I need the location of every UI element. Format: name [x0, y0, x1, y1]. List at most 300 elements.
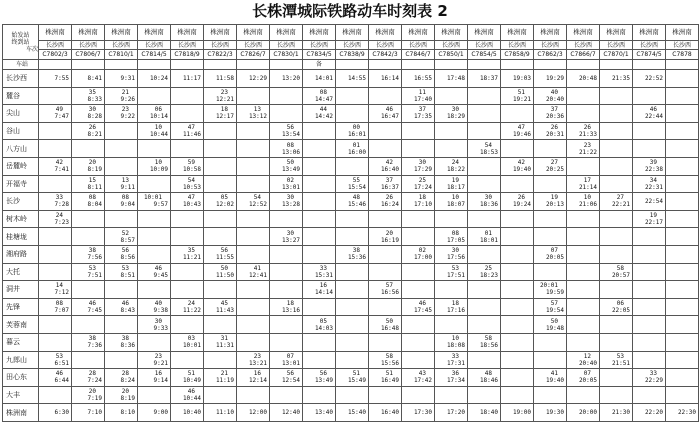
time-cell: [435, 369, 468, 387]
departure-time: 18:36: [479, 201, 498, 209]
arrival-time: 20: [88, 387, 96, 395]
time-cell: [501, 369, 534, 387]
arrival-time: 30: [418, 159, 426, 167]
arrival-time: 30: [451, 106, 459, 114]
time-cell: [402, 70, 435, 88]
arrival-time: 35: [187, 247, 195, 255]
origin-station-cell: 株洲南: [435, 25, 468, 41]
time-cell: [402, 87, 435, 105]
arrival-time: 08: [121, 194, 129, 202]
departure-time: 7:36: [87, 342, 102, 350]
time-cell: [171, 193, 204, 211]
terminal-station-cell: 长沙西: [567, 41, 600, 50]
station-row: [3, 351, 699, 369]
time-cell: [468, 333, 501, 351]
arrival-time: 46: [385, 106, 393, 114]
station-name: 开福寺: [3, 175, 39, 193]
time-cell: [435, 263, 468, 281]
time-cell: [237, 228, 270, 246]
time-cell: [633, 333, 666, 351]
time-cell: [336, 316, 369, 334]
departure-time: 7:47: [54, 113, 69, 121]
station-row: [3, 386, 699, 404]
arrival-time: 25: [484, 264, 492, 272]
arrival-time: 24: [187, 300, 195, 308]
time-cell: [600, 404, 633, 422]
time-cell: [600, 228, 633, 246]
departure-time: 13:01: [281, 183, 300, 191]
departure-time: 19:54: [545, 307, 564, 315]
station-name: 长沙: [3, 193, 39, 211]
time-cell: [303, 175, 336, 193]
departure-time: 6:30: [54, 409, 69, 417]
departure-time: 20:57: [611, 271, 630, 279]
time-cell: [270, 281, 303, 299]
time-cell: [534, 263, 567, 281]
time-cell: [72, 210, 105, 228]
origin-station-cell: 株洲南: [171, 25, 204, 41]
time-cell: [138, 157, 171, 175]
arrival-time: 16: [319, 282, 327, 290]
arrival-time: 18: [286, 300, 294, 308]
time-cell: [336, 210, 369, 228]
arrival-time: 46: [418, 300, 426, 308]
note-cell: 备: [303, 60, 336, 70]
time-cell: [39, 369, 72, 387]
time-cell: [204, 122, 237, 140]
arrival-time: 49: [55, 106, 63, 114]
time-cell: [666, 333, 699, 351]
arrival-time: 55: [352, 176, 360, 184]
departure-time: 10:53: [182, 183, 201, 191]
time-cell: [336, 333, 369, 351]
arrival-time: 23: [253, 352, 261, 360]
departure-time: 7:45: [87, 307, 102, 315]
time-cell: [468, 105, 501, 123]
time-cell: [303, 70, 336, 88]
time-cell: [72, 193, 105, 211]
time-cell: [105, 210, 138, 228]
time-cell: [303, 316, 336, 334]
time-cell: [105, 175, 138, 193]
terminal-station-cell: 长沙西: [138, 41, 171, 50]
time-cell: [237, 263, 270, 281]
departure-time: 18:40: [479, 409, 498, 417]
time-cell: [534, 369, 567, 387]
departure-time: 13:49: [314, 377, 333, 385]
time-cell: [369, 105, 402, 123]
departure-time: 10:14: [149, 113, 168, 121]
station-name: 暮云: [3, 333, 39, 351]
arrival-time: 51: [517, 88, 525, 96]
time-cell: [336, 386, 369, 404]
station-name: 桂塘垅: [3, 228, 39, 246]
time-cell: [600, 263, 633, 281]
time-cell: [171, 263, 204, 281]
time-cell: [369, 281, 402, 299]
station-name: 湘府路: [3, 245, 39, 263]
departure-time: 20:25: [545, 166, 564, 174]
time-cell: [501, 210, 534, 228]
time-cell: [666, 404, 699, 422]
arrival-time: 08: [55, 300, 63, 308]
departure-time: 19:48: [545, 324, 564, 332]
arrival-time: 56: [286, 370, 294, 378]
departure-time: 16:40: [380, 409, 399, 417]
time-cell: [600, 386, 633, 404]
departure-time: 21:35: [611, 74, 630, 82]
departure-time: 15:36: [347, 254, 366, 262]
note-cell: [237, 60, 270, 70]
departure-time: 13:54: [281, 131, 300, 139]
time-cell: [501, 228, 534, 246]
time-cell: [138, 245, 171, 263]
time-cell: [435, 210, 468, 228]
origin-station-cell: 株洲南: [534, 25, 567, 41]
time-cell: [534, 105, 567, 123]
arrival-time: 10: [154, 159, 162, 167]
time-cell: [237, 122, 270, 140]
time-cell: [72, 333, 105, 351]
corner-cell: [3, 25, 39, 60]
time-cell: [237, 210, 270, 228]
time-cell: [39, 193, 72, 211]
arrival-time: 53: [55, 352, 63, 360]
time-cell: [567, 245, 600, 263]
departure-time: 22:44: [644, 113, 663, 121]
time-cell: [303, 140, 336, 158]
time-cell: [633, 263, 666, 281]
time-cell: [303, 193, 336, 211]
time-cell: [138, 369, 171, 387]
departure-time: 12:14: [248, 377, 267, 385]
departure-time: 7:28: [54, 201, 69, 209]
departure-time: 14:01: [314, 74, 333, 82]
train-number-cell: C7862/3: [534, 50, 567, 60]
time-cell: [600, 245, 633, 263]
arrival-time: 10: [583, 194, 591, 202]
time-cell: [369, 404, 402, 422]
time-cell: [138, 351, 171, 369]
departure-time: 19:29: [545, 74, 564, 82]
time-cell: [567, 87, 600, 105]
time-cell: [39, 333, 72, 351]
arrival-time: 21: [121, 88, 129, 96]
departure-time: 22:38: [644, 166, 663, 174]
arrival-time: 08: [451, 229, 459, 237]
origin-station-cell: 株洲南: [204, 25, 237, 41]
departure-time: 21:06: [578, 201, 597, 209]
time-cell: [72, 228, 105, 246]
time-cell: [105, 333, 138, 351]
time-cell: [435, 281, 468, 299]
time-cell: [303, 87, 336, 105]
station-name: 树木岭: [3, 210, 39, 228]
arrival-time: 57: [385, 282, 393, 290]
time-cell: [105, 298, 138, 316]
train-number-cell: C7866/7: [567, 50, 600, 60]
arrival-time: 00: [352, 124, 360, 132]
time-cell: [666, 105, 699, 123]
arrival-time: 24: [55, 212, 63, 220]
departure-time: 22:21: [611, 201, 630, 209]
time-cell: [633, 245, 666, 263]
departure-time: 14:55: [347, 74, 366, 82]
arrival-time: 46: [649, 106, 657, 114]
time-cell: [633, 210, 666, 228]
time-cell: [204, 281, 237, 299]
departure-time: 13:12: [248, 113, 267, 121]
departure-time: 16:40: [380, 166, 399, 174]
time-cell: [567, 193, 600, 211]
time-cell: [204, 175, 237, 193]
time-cell: [534, 386, 567, 404]
train-number-cell: C7834/5: [303, 50, 336, 60]
arrival-time: 54: [484, 141, 492, 149]
time-cell: [369, 210, 402, 228]
time-cell: [633, 70, 666, 88]
time-cell: [666, 193, 699, 211]
arrival-time: 28: [88, 370, 96, 378]
departure-time: 12:41: [248, 271, 267, 279]
time-cell: [501, 105, 534, 123]
corner-train-label: 车次: [25, 45, 38, 53]
departure-time: 9:11: [120, 183, 135, 191]
arrival-time: 25: [418, 176, 426, 184]
time-cell: [204, 105, 237, 123]
station-name: 洞井: [3, 281, 39, 299]
train-number-cell: C7842/3: [369, 50, 402, 60]
note-cell: [171, 60, 204, 70]
arrival-time: 56: [220, 247, 228, 255]
time-cell: [270, 105, 303, 123]
station-row: [3, 210, 699, 228]
time-cell: [369, 298, 402, 316]
departure-time: 22:52: [644, 74, 663, 82]
time-cell: [534, 175, 567, 193]
time-cell: [105, 122, 138, 140]
time-cell: [270, 193, 303, 211]
time-cell: [567, 298, 600, 316]
time-cell: [666, 298, 699, 316]
corner-terminal-label: 终到站: [11, 38, 30, 46]
time-cell: [39, 351, 72, 369]
arrival-time: 54: [253, 194, 261, 202]
time-cell: [501, 140, 534, 158]
station-row: [3, 228, 699, 246]
time-cell: [105, 404, 138, 422]
arrival-time: 02: [418, 247, 426, 255]
terminal-station-cell: 长沙西: [501, 41, 534, 50]
time-cell: [237, 351, 270, 369]
station-name: 芙蓉南: [3, 316, 39, 334]
departure-time: 9:31: [120, 74, 135, 82]
station-name: 尖山: [3, 105, 39, 123]
departure-time: 17:05: [446, 236, 465, 244]
header-row-notes: [3, 60, 699, 70]
arrival-time: 59: [187, 159, 195, 167]
departure-time: 16:47: [380, 113, 399, 121]
time-cell: [534, 333, 567, 351]
time-cell: [303, 351, 336, 369]
departure-time: 8:36: [120, 342, 135, 350]
arrival-time: 50: [550, 317, 558, 325]
departure-time: 11:21: [182, 254, 201, 262]
station-name: 八方山: [3, 140, 39, 158]
time-cell: [435, 228, 468, 246]
time-cell: [501, 316, 534, 334]
station-name: 株洲南: [3, 404, 39, 422]
time-cell: [369, 351, 402, 369]
time-cell: [501, 245, 534, 263]
origin-station-cell: 株洲南: [39, 25, 72, 41]
time-cell: [369, 369, 402, 387]
note-cell: [204, 60, 237, 70]
departure-time: 7:10: [87, 409, 102, 417]
time-cell: [369, 193, 402, 211]
arrival-time: 18: [418, 194, 426, 202]
train-number-cell: C7878: [666, 50, 699, 60]
arrival-time: 10:01: [143, 194, 162, 202]
time-cell: [501, 87, 534, 105]
arrival-time: 12: [583, 352, 591, 360]
arrival-time: 08: [286, 141, 294, 149]
departure-time: 10:01: [182, 342, 201, 350]
arrival-time: 44: [319, 106, 327, 114]
time-cell: [105, 140, 138, 158]
departure-time: 9:38: [153, 307, 168, 315]
station-name: 麓谷: [3, 87, 39, 105]
time-cell: [204, 87, 237, 105]
timetable-body: [3, 25, 699, 422]
station-row: [3, 193, 699, 211]
time-cell: [534, 351, 567, 369]
time-cell: [534, 210, 567, 228]
time-cell: [39, 228, 72, 246]
time-cell: [501, 70, 534, 88]
station-name: 九郎山: [3, 351, 39, 369]
time-cell: [171, 157, 204, 175]
origin-station-cell: 株洲南: [138, 25, 171, 41]
time-cell: [666, 210, 699, 228]
departure-time: 18:17: [446, 183, 465, 191]
time-cell: [501, 404, 534, 422]
time-cell: [237, 87, 270, 105]
time-cell: [435, 386, 468, 404]
arrival-time: 01: [484, 229, 492, 237]
time-cell: [138, 105, 171, 123]
time-cell: [270, 228, 303, 246]
time-cell: [633, 298, 666, 316]
time-cell: [501, 281, 534, 299]
time-cell: [369, 228, 402, 246]
arrival-time: 56: [121, 247, 129, 255]
time-cell: [105, 228, 138, 246]
time-cell: [633, 369, 666, 387]
time-cell: [468, 404, 501, 422]
origin-station-cell: 株洲南: [105, 25, 138, 41]
origin-station-cell: 株洲南: [402, 25, 435, 41]
time-cell: [303, 281, 336, 299]
time-cell: [270, 122, 303, 140]
arrival-time: 58: [385, 352, 393, 360]
departure-time: 15:54: [347, 183, 366, 191]
time-cell: [468, 263, 501, 281]
time-cell: [138, 140, 171, 158]
departure-time: 9:45: [153, 271, 168, 279]
time-cell: [567, 210, 600, 228]
time-cell: [204, 333, 237, 351]
time-cell: [468, 228, 501, 246]
time-cell: [666, 175, 699, 193]
time-cell: [633, 175, 666, 193]
time-cell: [567, 263, 600, 281]
time-cell: [402, 122, 435, 140]
train-number-cell: C7874/5: [633, 50, 666, 60]
time-cell: [237, 70, 270, 88]
time-cell: [105, 386, 138, 404]
note-cell: [633, 60, 666, 70]
time-cell: [336, 245, 369, 263]
arrival-time: 26: [550, 124, 558, 132]
time-cell: [567, 351, 600, 369]
time-cell: [171, 404, 204, 422]
time-cell: [237, 245, 270, 263]
time-cell: [105, 157, 138, 175]
time-cell: [435, 175, 468, 193]
arrival-time: 19: [550, 194, 558, 202]
arrival-time: 17: [583, 176, 591, 184]
departure-time: 7:56: [87, 254, 102, 262]
arrival-time: 51: [385, 370, 393, 378]
arrival-time: 36: [451, 370, 459, 378]
arrival-time: 30: [286, 229, 294, 237]
departure-time: 17:56: [446, 254, 465, 262]
arrival-time: 26: [385, 194, 393, 202]
time-cell: [138, 228, 171, 246]
time-cell: [666, 122, 699, 140]
station-row: [3, 333, 699, 351]
time-cell: [237, 157, 270, 175]
time-cell: [171, 70, 204, 88]
time-cell: [39, 175, 72, 193]
departure-time: 17:24: [413, 183, 432, 191]
departure-time: 11:46: [182, 131, 201, 139]
train-number-cell: C7810/1: [105, 50, 138, 60]
time-cell: [369, 140, 402, 158]
departure-time: 19:30: [545, 409, 564, 417]
departure-time: 11:22: [182, 307, 201, 315]
train-number-cell: C7870/1: [600, 50, 633, 60]
arrival-time: 46: [121, 300, 129, 308]
arrival-time: 24: [451, 159, 459, 167]
time-cell: [138, 210, 171, 228]
time-cell: [72, 175, 105, 193]
time-cell: [534, 140, 567, 158]
departure-time: 16:49: [380, 377, 399, 385]
time-cell: [600, 70, 633, 88]
departure-time: 8:28: [87, 113, 102, 121]
time-cell: [666, 316, 699, 334]
departure-time: 16:56: [380, 289, 399, 297]
time-cell: [600, 140, 633, 158]
time-cell: [468, 245, 501, 263]
time-cell: [204, 228, 237, 246]
note-cell: [105, 60, 138, 70]
terminal-station-cell: 长沙西: [336, 41, 369, 50]
arrival-time: 38: [88, 247, 96, 255]
arrival-time: 51: [187, 370, 195, 378]
